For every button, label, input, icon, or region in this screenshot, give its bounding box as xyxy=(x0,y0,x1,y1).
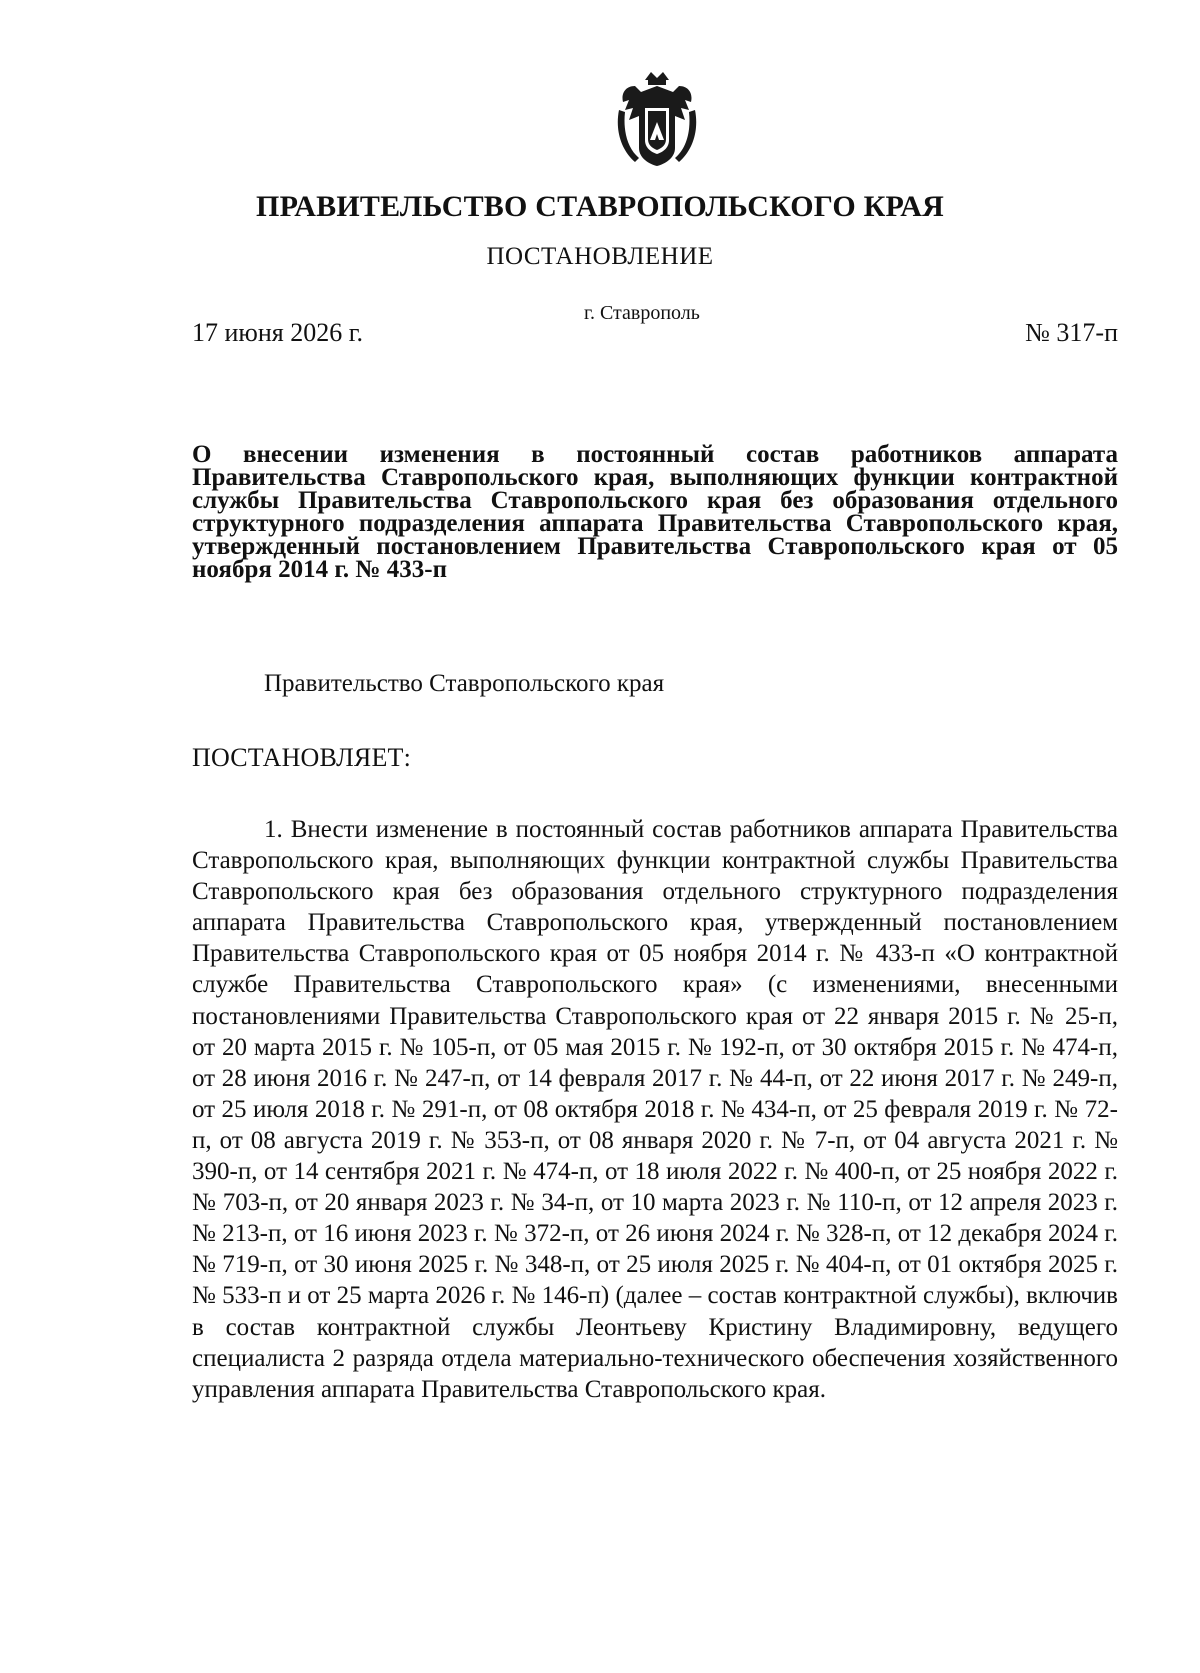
decree-heading: ПОСТАНОВЛЯЕТ: xyxy=(192,743,412,772)
government-title: ПРАВИТЕЛЬСТВО СТАВРОПОЛЬСКОГО КРАЯ xyxy=(256,190,944,223)
preamble: Правительство Ставропольского края xyxy=(264,670,665,697)
document-type: ПОСТАНОВЛЕНИЕ xyxy=(486,243,714,270)
document-subject: О внесении изменения в постоянный состав работников аппарата Правительства Ставропольского края, выполняющих функции контрактной службы Правительства Ставропольского края без образования отдельного структурного подразделения аппарата Правительства Ставропольского края, утвержденный постановлением Правительства Ставропольского края от 05 ноября 2014 г. № 433-п xyxy=(192,441,1118,583)
item-text: Внести изменение в постоянный состав работников аппарата Правительства Ставропольского края, выполняющих функции контрактной службы Правительства Ставропольского края без образования отдельного структурного подразделения аппарата Правительства Ставропольского края, утвержденный постановлением Правительства Ставропольского края от 05 ноября 2014 г. № 433-п «О контрактной службе Правительства Ставропольского края» (с изменениями, внесенными постановлениями Правительства Ставропольского края от 22 января 2015 г. № 25-п, от 20 марта 2015 г. № 105-п, от 05 мая 2015 г. № 192-п, от 30 октября 2015 г. № 474-п, от 28 июня 2016 г. № 247-п, от 14 февраля 2017 г. № 44-п, от 22 июня 2017 г. № 249-п, от 25 июля 2018 г. № 291-п, от 08 октября 2018 г. № 434-п, от 25 февраля 2019 г. № 72-п, от 08 августа 2019 г. № 353-п, от 08 января 2020 г. № 7-п, от 04 августа 2021 г. № 390-п, от 14 сентября 2021 г. № 474-п, от 18 июля 2022 г. № 400-п, от 25 ноября 2022 г. № 703-п, от 20 января 2023 г. № 34-п, от 10 марта 2023 г. № 110-п, от 12 апреля 2023 г. № 213-п, от 16 июня 2023 г. № 372-п, от 26 июня 2024 г. № 328-п, от 12 декабря 2024 г. № 719-п, от 30 июня 2025 г. № 348-п, от 25 июля 2025 г. № 404-п, от 01 октября 2025 г. № 533-п и от 25 марта 2026 г. № 146-п) (далее – состав контрактной службы), включив в состав контрактной службы Леонтьеву Кристину Владимировну, ведущего специалиста 2 разряда отдела материально-технического обеспечения хозяйственного управления аппарата Правительства Ставропольского края. xyxy=(192,816,1118,1403)
decree-item xyxy=(192,814,1118,1405)
document-date: 17 июня 2026 г. xyxy=(192,318,363,347)
document-city: г. Ставрополь xyxy=(584,302,700,324)
document-number: № 317-п xyxy=(1025,318,1118,347)
item-number: 1. xyxy=(264,816,283,843)
coat-of-arms-icon xyxy=(615,70,699,168)
